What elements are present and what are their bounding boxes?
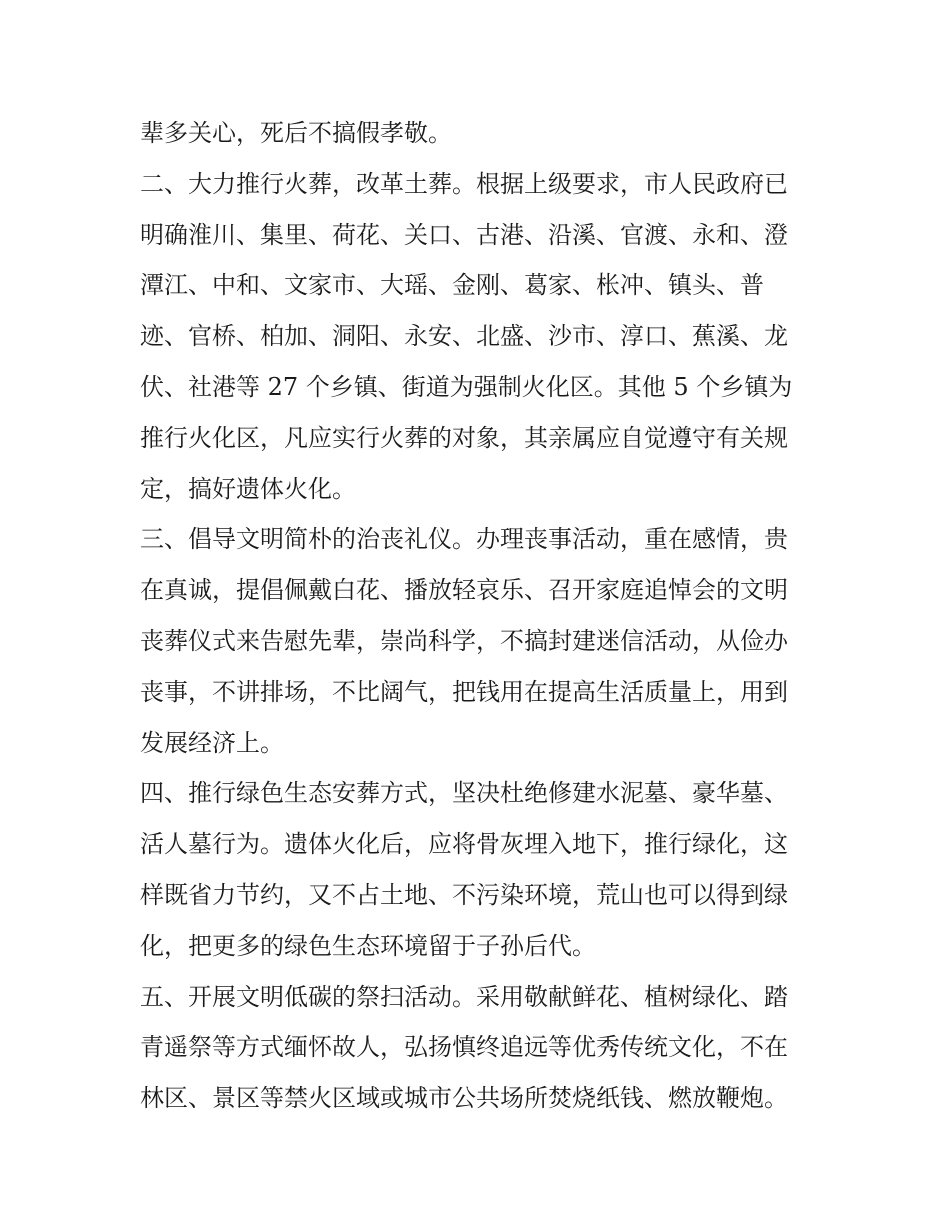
text-line: 样既省力节约，又不占土地、不污染环境，荒山也可以得到绿: [140, 880, 788, 909]
text-line: 丧葬仪式来告慰先辈，崇尚科学，不搞封建迷信活动，从俭办: [140, 626, 788, 655]
text-line: 青遥祭等方式缅怀故人，弘扬慎终追远等优秀传统文化，不在: [140, 1033, 788, 1062]
text-line: 四、推行绿色生态安葬方式，坚决杜绝修建水泥墓、豪华墓、: [140, 779, 788, 808]
text-line: 二、大力推行火葬，改革土葬。根据上级要求，市人民政府已: [140, 169, 788, 198]
text-line: 伏、社港等 27 个乡镇、街道为强制火化区。其他 5 个乡镇为: [140, 372, 793, 401]
text-line: 迹、官桥、柏加、洞阳、永安、北盛、沙市、淳口、蕉溪、龙: [140, 322, 788, 351]
document-body: [140, 108, 820, 1124]
text-line: 五、开展文明低碳的祭扫活动。采用敬献鲜花、植树绿化、踏: [140, 982, 788, 1011]
text-line: 林区、景区等禁火区域或城市公共场所焚烧纸钱、燃放鞭炮。: [140, 1084, 788, 1113]
text-line: 丧事，不讲排场，不比阔气，把钱用在提高生活质量上，用到: [140, 677, 788, 706]
text-line: 明确淮川、集里、荷花、关口、古港、沿溪、官渡、永和、澄: [140, 220, 788, 249]
text-line: 定，搞好遗体火化。: [140, 474, 356, 503]
text-line: 潭江、中和、文家市、大瑶、金刚、葛家、枨冲、镇头、普: [140, 271, 764, 300]
text-line: 发展经济上。: [140, 728, 284, 757]
text-line: 推行火化区，凡应实行火葬的对象，其亲属应自觉遵守有关规: [140, 423, 788, 452]
text-line: 化，把更多的绿色生态环境留于子孙后代。: [140, 931, 596, 960]
text-line: 活人墓行为。遗体火化后，应将骨灰埋入地下，推行绿化，这: [140, 830, 788, 859]
text-line: 在真诚，提倡佩戴白花、播放轻哀乐、召开家庭追悼会的文明: [140, 576, 788, 605]
text-line: 三、倡导文明简朴的治丧礼仪。办理丧事活动，重在感情，贵: [140, 525, 788, 554]
text-line: 辈多关心，死后不搞假孝敬。: [140, 119, 452, 147]
